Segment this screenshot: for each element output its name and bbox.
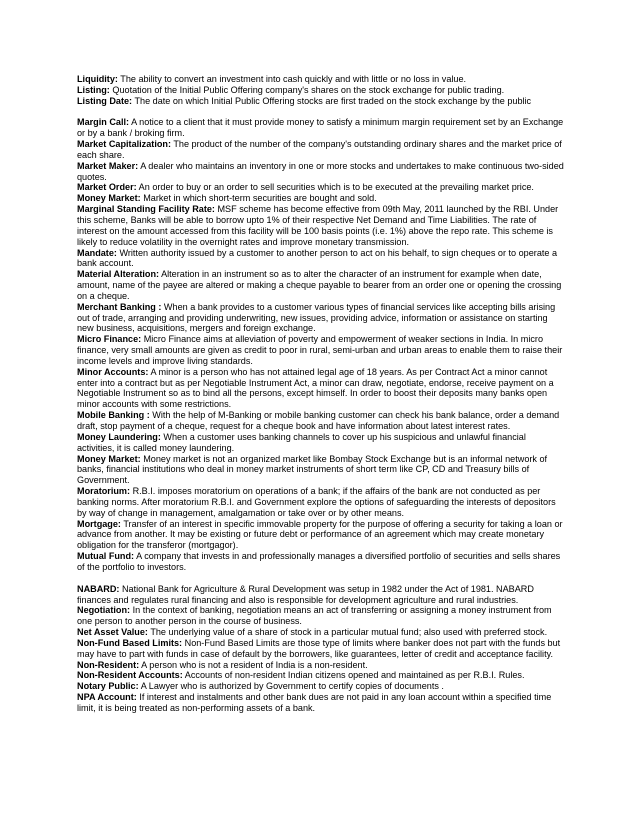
entry-definition: The product of the number of the company's outstanding ordinary shares and the market price of each share. bbox=[77, 139, 562, 160]
entry-definition: If interest and instalments and other bank dues are not paid in any loan account within a specified time limit, it is being treated as non-performing assets of a bank. bbox=[77, 692, 552, 713]
entry-term: Listing: bbox=[77, 84, 110, 95]
entry-term: Money Laundering: bbox=[77, 431, 161, 442]
entry-term: Material Alteration: bbox=[77, 269, 160, 280]
glossary-entry-merchant-banking bbox=[77, 302, 565, 335]
entry-term: Money Market: bbox=[77, 453, 141, 464]
glossary-entry-market-order bbox=[77, 182, 565, 193]
entry-term: Margin Call: bbox=[77, 117, 130, 128]
glossary-entry-notary-public bbox=[77, 681, 565, 692]
glossary-entry-net-asset-value bbox=[77, 627, 565, 638]
entry-term: Market Maker: bbox=[77, 160, 139, 171]
entry-definition: When a customer uses banking channels to cover up his suspicious and unlawful financial activities, it is called money laundering. bbox=[77, 431, 526, 453]
entry-definition: The underlying value of a share of stock in a particular mutual fund; also used with preferred stock. bbox=[150, 627, 548, 638]
entry-term: Mandate: bbox=[77, 247, 117, 258]
glossary-entry-mutual-fund bbox=[77, 551, 565, 573]
glossary-entry-negotiation bbox=[77, 605, 565, 627]
entry-term: Mobile Banking : bbox=[77, 410, 150, 421]
glossary-section-l bbox=[77, 74, 565, 107]
entry-definition: A person who is not a resident of India is a non-resident. bbox=[141, 659, 368, 670]
glossary-entry-listing-date bbox=[77, 96, 565, 107]
entry-definition: A dealer who maintains an inventory in one or more stocks and undertakes to make continuous two-sided quotes. bbox=[77, 160, 564, 182]
glossary-entry-margin-call bbox=[77, 117, 565, 139]
entry-definition: Market in which short-term securities are bought and sold. bbox=[143, 193, 377, 204]
glossary-entry-money-laundering bbox=[77, 432, 565, 454]
entry-term: Non-Resident: bbox=[77, 659, 140, 670]
glossary-entry-listing bbox=[77, 85, 565, 96]
glossary-section-m bbox=[77, 117, 565, 572]
entry-definition: When a bank provides to a customer various types of financial services like accepting bills arising out of trade, arranging and providing underwriting, new issues, providing advice, information or assistance on starting new business, acquisitions, mergers and foreign exchange. bbox=[77, 301, 556, 334]
entry-definition: Written authority issued by a customer to another person to act on his behalf, to sign cheques or to operate a bank account. bbox=[77, 247, 558, 269]
entry-term: Mortgage: bbox=[77, 518, 121, 529]
entry-term: Non-Resident Accounts: bbox=[77, 670, 183, 681]
entry-term: Minor Accounts: bbox=[77, 366, 149, 377]
entry-definition: National Bank for Agriculture & Rural Development was setup in 1982 under the Act of 1981. NABARD finances and regulates rural financing and also is responsible for development agriculture and rural industries. bbox=[77, 583, 534, 605]
entry-term: NPA Account: bbox=[77, 692, 137, 703]
entry-term: Net Asset Value: bbox=[77, 627, 148, 638]
entry-term: NABARD: bbox=[77, 583, 120, 594]
section-gap bbox=[77, 573, 565, 584]
entry-term: Liquidity: bbox=[77, 74, 118, 84]
glossary-entry-micro-finance bbox=[77, 334, 565, 367]
glossary-entry-msf-rate bbox=[77, 204, 565, 247]
glossary-entry-liquidity bbox=[77, 74, 565, 85]
glossary-entry-material-alteration bbox=[77, 269, 565, 302]
glossary-entry-non-resident-accounts bbox=[77, 670, 565, 681]
glossary-section-n bbox=[77, 584, 565, 714]
entry-term: Money Market: bbox=[77, 193, 141, 204]
glossary-entry-money-market-2 bbox=[77, 454, 565, 487]
entry-definition: Accounts of non-resident Indian citizens opened and maintained as per R.B.I. Rules. bbox=[184, 670, 525, 681]
entry-term: Marginal Standing Facility Rate: bbox=[77, 204, 215, 215]
entry-definition: An order to buy or an order to sell securities which is to be executed at the prevailing market price. bbox=[138, 182, 534, 193]
glossary-entry-market-maker bbox=[77, 161, 565, 183]
entry-term: Notary Public: bbox=[77, 681, 139, 692]
glossary-entry-moratorium bbox=[77, 486, 565, 519]
glossary-entry-non-resident bbox=[77, 660, 565, 671]
glossary-entry-market-capitalization bbox=[77, 139, 565, 161]
glossary-entry-non-fund-based-limits bbox=[77, 638, 565, 660]
glossary-entry-minor-accounts bbox=[77, 367, 565, 410]
entry-term: Negotiation: bbox=[77, 605, 131, 616]
entry-definition: The ability to convert an investment into cash quickly and with little or no loss in value. bbox=[120, 74, 467, 84]
entry-term: Listing Date: bbox=[77, 95, 133, 106]
entry-definition: A notice to a client that it must provide money to satisfy a minimum margin requirement set by an Exchange or by a bank / broking firm. bbox=[77, 117, 564, 139]
entry-definition: A company that invests in and professionally manages a diversified portfolio of securities and sells shares of the portfolio to investors. bbox=[77, 551, 561, 572]
glossary-entry-money-market bbox=[77, 193, 565, 204]
entry-definition: Money market is not an organized market like Bombay Stock Exchange but is an informal network of banks, financial institutions who deal in money market instruments of short term like CP, CD and Treasury bills of Government. bbox=[77, 453, 548, 486]
entry-definition: A minor is a person who has not attained legal age of 18 years. As per Contract Act a minor cannot enter into a contract but as per Negotiable Instrument Act, a minor can draw, negotiate, endorse, receive payment on a Negotiable Instrument so as to bind all the persons, except himself. In order to boost their deposits many banks open minor accounts with some restrictions. bbox=[77, 366, 554, 410]
entry-definition: A Lawyer who is authorized by Government to certify copies of documents . bbox=[140, 681, 444, 692]
entry-definition: Transfer of an interest in specific immovable property for the purpose of offering a security for taking a loan or advance from another. It may be existing or future debt or performance of an agreement which may create monetary obligation for the transferor (mortgagor). bbox=[77, 518, 563, 551]
entry-definition: In the context of banking, negotiation means an act of transferring or assigning a money instrument from one person to another person in the course of business. bbox=[77, 605, 552, 627]
glossary-entry-mortgage bbox=[77, 519, 565, 552]
entry-definition: With the help of M-Banking or mobile banking customer can check his bank balance, order a demand draft, stop payment of a cheque, request for a cheque book and have information about latest interest rates. bbox=[77, 410, 560, 431]
entry-term: Market Capitalization: bbox=[77, 139, 171, 150]
glossary-entry-nabard bbox=[77, 584, 565, 606]
glossary-entry-npa-account bbox=[77, 692, 565, 714]
entry-term: Moratorium: bbox=[77, 486, 131, 497]
entry-term: Micro Finance: bbox=[77, 334, 142, 345]
entry-definition: MSF scheme has become effective from 09th May, 2011 launched by the RBI. Under this scheme, Banks will be able to borrow upto 1% of their respective Net Demand and Time Liabilities. The rate of interest on the amount accessed from this facility will be 100 basis points (i.e. 1%) above the repo rate. This scheme is likely to reduce volatility in the overnight rates and improve monetary transmission. bbox=[77, 204, 559, 247]
entry-definition: Micro Finance aims at alleviation of poverty and empowerment of weaker sections in India. In micro finance, very small amounts are given as credit to poor in rural, semi-urban and urban areas to enable them to raise their income levels and improve living standards. bbox=[77, 334, 563, 366]
entry-term: Non-Fund Based Limits: bbox=[77, 637, 183, 648]
entry-definition: Non-Fund Based Limits are those type of limits where banker does not part with the funds but may have to part with funds in case of default by the borrowers, like guarantees, letter of credit and acceptance facility. bbox=[77, 637, 561, 659]
glossary-page bbox=[77, 74, 565, 714]
entry-term: Merchant Banking : bbox=[77, 301, 162, 312]
entry-definition: Quotation of the Initial Public Offering company's shares on the stock exchange for public trading. bbox=[112, 84, 505, 95]
glossary-entry-mandate bbox=[77, 248, 565, 270]
glossary-entry-mobile-banking bbox=[77, 410, 565, 432]
entry-term: Mutual Fund: bbox=[77, 551, 135, 562]
section-gap bbox=[77, 107, 565, 118]
entry-definition: R.B.I. imposes moratorium on operations of a bank; if the affairs of the bank are not conducted as per banking norms. After moratorium R.B.I. and Government explore the options of safeguarding the interests of depositors by way of change in management, amalgamation or take over or by other means. bbox=[77, 486, 556, 518]
entry-definition: Alteration in an instrument so as to alter the character of an instrument for example when date, amount, name of the payee are altered or making a cheque payable to bearer from an order one or opening the crossing on a cheque. bbox=[77, 269, 562, 301]
entry-term: Market Order: bbox=[77, 182, 137, 193]
entry-definition: The date on which Initial Public Offering stocks are first traded on the stock exchange by the public bbox=[134, 95, 532, 106]
